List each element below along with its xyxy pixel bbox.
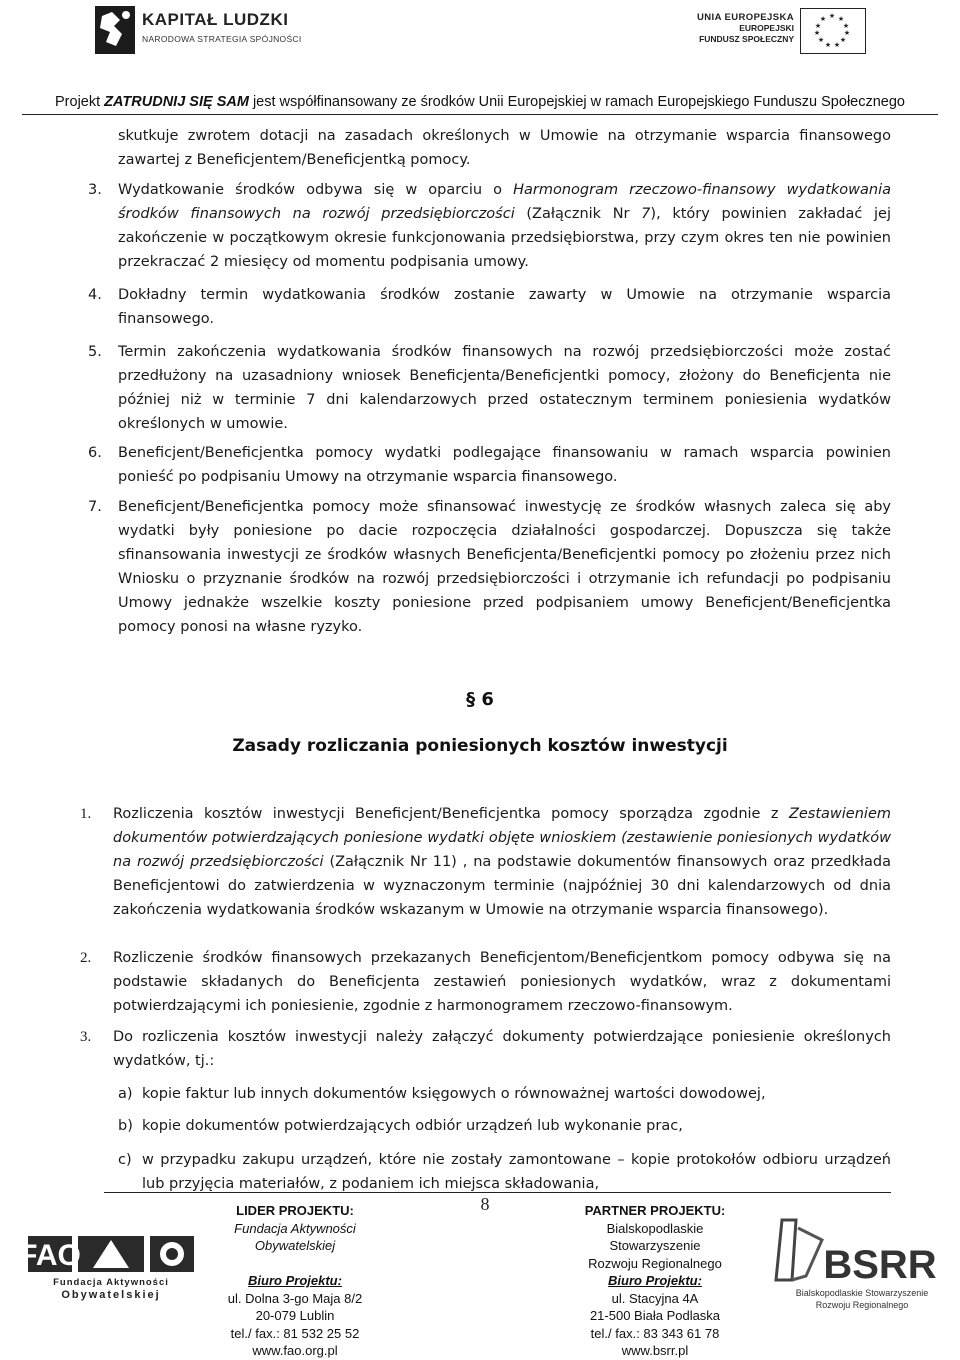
section-title: Zasady rozliczania poniesionych kosztów inwestycji: [232, 736, 728, 756]
item-number-5: 5.: [88, 344, 102, 360]
project-name: ZATRUDNIJ SIĘ SAM: [104, 94, 249, 110]
list-letter-b: b): [118, 1118, 133, 1134]
kapital-ludzki-title: KAPITAŁ LUDZKI: [142, 10, 289, 29]
project-suffix: jest współfinansowany ze środków Unii Europejskiej w ramach Europejskiego Funduszu Społecznego: [248, 94, 905, 110]
svg-text:★: ★: [814, 22, 822, 30]
section-item-number-3: 3.: [80, 1029, 92, 1045]
fao-logo-text: FAO: [19, 1239, 81, 1272]
section-number: § 6: [466, 689, 494, 710]
eu-flag-icon: [800, 8, 866, 54]
p3-text-c: ), który powinien zakładać jej zakończenie w początkowym okresie funkcjonowania przedsiębiorstwa, przy czym okres ten nie powinien przekraczać 2 miesięcy od momentu podpisania umowy.: [118, 206, 891, 270]
footer-divider: [104, 1192, 891, 1193]
partner-name-1: Bialskopodlaskie: [606, 1220, 704, 1236]
ue-line-3: FUNDUSZ SPOŁECZNY: [699, 34, 794, 44]
fao-logo-sub-1: Fundacja Aktywności: [53, 1277, 169, 1288]
partner-label: PARTNER PROJEKTU:: [584, 1203, 726, 1218]
leader-label: LIDER PROJEKTU:: [236, 1203, 354, 1218]
ue-line-2: EUROPEJSKI: [739, 23, 794, 33]
page-number: 8: [480, 1194, 490, 1214]
partner-address-2: 21-500 Biała Podlaska: [589, 1308, 721, 1323]
partner-name-2: Stowarzyszenie: [609, 1238, 701, 1253]
paragraph-4: Dokładny termin wydatkowania środków zostanie zawarty w Umowie na otrzymanie wsparcia finansowego.: [118, 287, 891, 327]
partner-name-3: Rozwoju Regionalnego: [588, 1255, 722, 1271]
list-item-c: w przypadku zakupu urządzeń, które nie zostały zamontowane – kopie protokołów odbioru urządzeń lub przyjęcia materiałów, z podaniem ich miejsca składowania,: [142, 1152, 891, 1192]
section-paragraph-2: Rozliczenie środków finansowych przekazanych Beneficjentom/Beneficjentkom pomocy odbywa się na podstawie składanych do Beneficjenta zestawień poniesionych wydatków, wraz z dokumentami potwierdzającymi ich poniesienie, zgodnie z harmonogramem rzeczowo-finansowym.: [113, 950, 891, 1014]
ue-logo: [697, 8, 870, 56]
kapital-ludzki-logo: [92, 4, 302, 56]
paragraph-intro: skutkuje zwrotem dotacji na zasadach określonych w Umowie na otrzymanie wsparcia finansowego zawartej z Beneficjentem/Beneficjentką pomocy.: [118, 128, 891, 168]
section-item-number-1: 1.: [80, 806, 92, 822]
footer-leader-info: [215, 1202, 375, 1360]
svg-text:★: ★: [819, 15, 827, 23]
bsrr-logo: [762, 1210, 944, 1320]
s1-italic: Zestawieniem dokumentów potwierdzających poniesione wydatki objęte wnioskiem (zestawienie poniesionych wydatków na rozwój przedsiębiorczości: [113, 806, 891, 870]
s1-text-b: (Załącznik Nr 11) , na podstawie dokumentów finansowych oraz przedkłada Beneficjentowi do zatwierdzenia w wyznaczonym terminie (najpóźniej 30 dni kalendarzowych od dnia zakończenia wydatkowania środków wskazanym w Umowie na otrzymanie wsparcia finansowego).: [113, 854, 891, 918]
leader-office-label: Biuro Projektu:: [248, 1273, 342, 1288]
svg-text:★: ★: [817, 36, 825, 44]
footer-partner-info: [570, 1202, 740, 1360]
svg-text:★: ★: [843, 29, 851, 37]
leader-website: www.fao.org.pl: [252, 1343, 338, 1358]
item-number-4: 4.: [88, 287, 102, 303]
bsrr-logo-sub-1: Bialskopodlaskie Stowarzyszenie: [795, 1288, 929, 1298]
p3-italic-2: 7: [641, 206, 651, 222]
paragraph-5: Termin zakończenia wydatkowania środków finansowych na rozwój przedsiębiorczości może zostać przedłużony na uzasadniony wniosek Beneficjenta/Beneficjentki pomocy, złożony do Beneficjenta nie później niż w terminie 7 dni kalendarzowych przed ostatecznym terminem poniesienia wydatków określonych w umowie.: [118, 344, 891, 432]
p3-text-b: (Załącznik Nr: [514, 206, 642, 222]
fao-logo-icon: [19, 1232, 198, 1302]
partner-website: www.bsrr.pl: [621, 1343, 689, 1358]
section-paragraph-3: Do rozliczenia kosztów inwestycji należy załączyć dokumenty potwierdzające poniesienie określonych wydatków, tj.:: [113, 1029, 891, 1069]
bsrr-logo-icon: [762, 1210, 944, 1320]
partner-address-1: ul. Stacyjna 4A: [611, 1290, 699, 1306]
fao-logo-sub-2: Obywatelskiej: [61, 1289, 161, 1301]
partner-office-label: Biuro Projektu:: [608, 1273, 702, 1288]
paragraph-3: [118, 178, 891, 274]
paragraph-6: Beneficjent/Beneficjentka pomocy wydatki podlegające finansowaniu w ramach wsparcia powinien ponieść po podpisaniu Umowy na otrzymanie wsparcia finansowego.: [118, 445, 891, 485]
project-line: [0, 94, 960, 110]
kapital-ludzki-emblem-icon: [92, 4, 138, 56]
svg-text:★: ★: [837, 15, 845, 23]
svg-text:★: ★: [839, 36, 847, 44]
svg-text:★: ★: [828, 12, 836, 20]
item-number-6: 6.: [88, 445, 102, 461]
project-prefix: Projekt: [55, 94, 105, 110]
list-letter-c: c): [118, 1152, 132, 1168]
list-letter-a: a): [118, 1086, 133, 1102]
kapital-ludzki-subtitle: NARODOWA STRATEGIA SPÓJNOŚCI: [142, 34, 302, 44]
p3-text-a: Wydatkowanie środków odbywa się w oparciu o: [118, 182, 514, 198]
svg-text:★: ★: [833, 41, 841, 49]
item-number-3: 3.: [88, 182, 102, 198]
section-item-number-2: 2.: [80, 950, 92, 966]
fao-logo: [19, 1232, 198, 1302]
leader-name-1: Fundacja Aktywności: [234, 1220, 356, 1236]
paragraph-7: Beneficjent/Beneficjentka pomocy może sfinansować inwestycję ze środków własnych zaleca się aby wydatki były poniesione po dacie rozpoczęcia działalności gospodarczej. Dopuszcza się także sfinansowania inwestycji ze środków własnych Beneficjenta/Beneficjentki pomocy po złożeniu przez nich Wniosku o przyznanie środków na rozwój przedsiębiorczości i otrzymanie ich refundacji po podpisaniu Umowy jednakże wszelkie koszty poniesione przed podpisaniem umowy Beneficjent/Beneficjentka pomocy ponosi na własne ryzyko.: [118, 499, 891, 635]
leader-phone: tel./ fax.: 81 532 25 52: [230, 1325, 360, 1341]
svg-text:★: ★: [842, 22, 850, 30]
leader-address-1: ul. Dolna 3-go Maja 8/2: [227, 1290, 363, 1306]
partner-phone: tel./ fax.: 83 343 61 78: [590, 1325, 720, 1341]
item-number-7: 7.: [88, 499, 102, 515]
list-item-a: kopie faktur lub innych dokumentów księgowych o równoważnej wartości dowodowej,: [142, 1086, 766, 1102]
svg-text:★: ★: [813, 29, 821, 37]
ue-text: [697, 12, 794, 45]
p3-italic-1: Harmonogram rzeczowo-finansowy wydatkowania środków finansowych na rozwój przedsiębiorczości: [118, 182, 891, 222]
ue-line-1: UNIA EUROPEJSKA: [697, 12, 794, 23]
leader-address-2: 20-079 Lublin: [255, 1308, 335, 1323]
s1-text-a: Rozliczenia kosztów inwestycji Beneficjent/Beneficjentka pomocy sporządza zgodnie z: [113, 806, 789, 822]
header-divider: [22, 114, 938, 115]
svg-text:★: ★: [824, 41, 832, 49]
bsrr-logo-sub-2: Rozwoju Regionalnego: [815, 1300, 909, 1310]
leader-name-2: Obywatelskiej: [254, 1238, 336, 1253]
bsrr-logo-text: BSRR: [823, 1243, 937, 1287]
list-item-b: kopie dokumentów potwierdzających odbiór urządzeń lub wykonanie prac,: [142, 1118, 683, 1134]
section-paragraph-1: [113, 802, 891, 922]
